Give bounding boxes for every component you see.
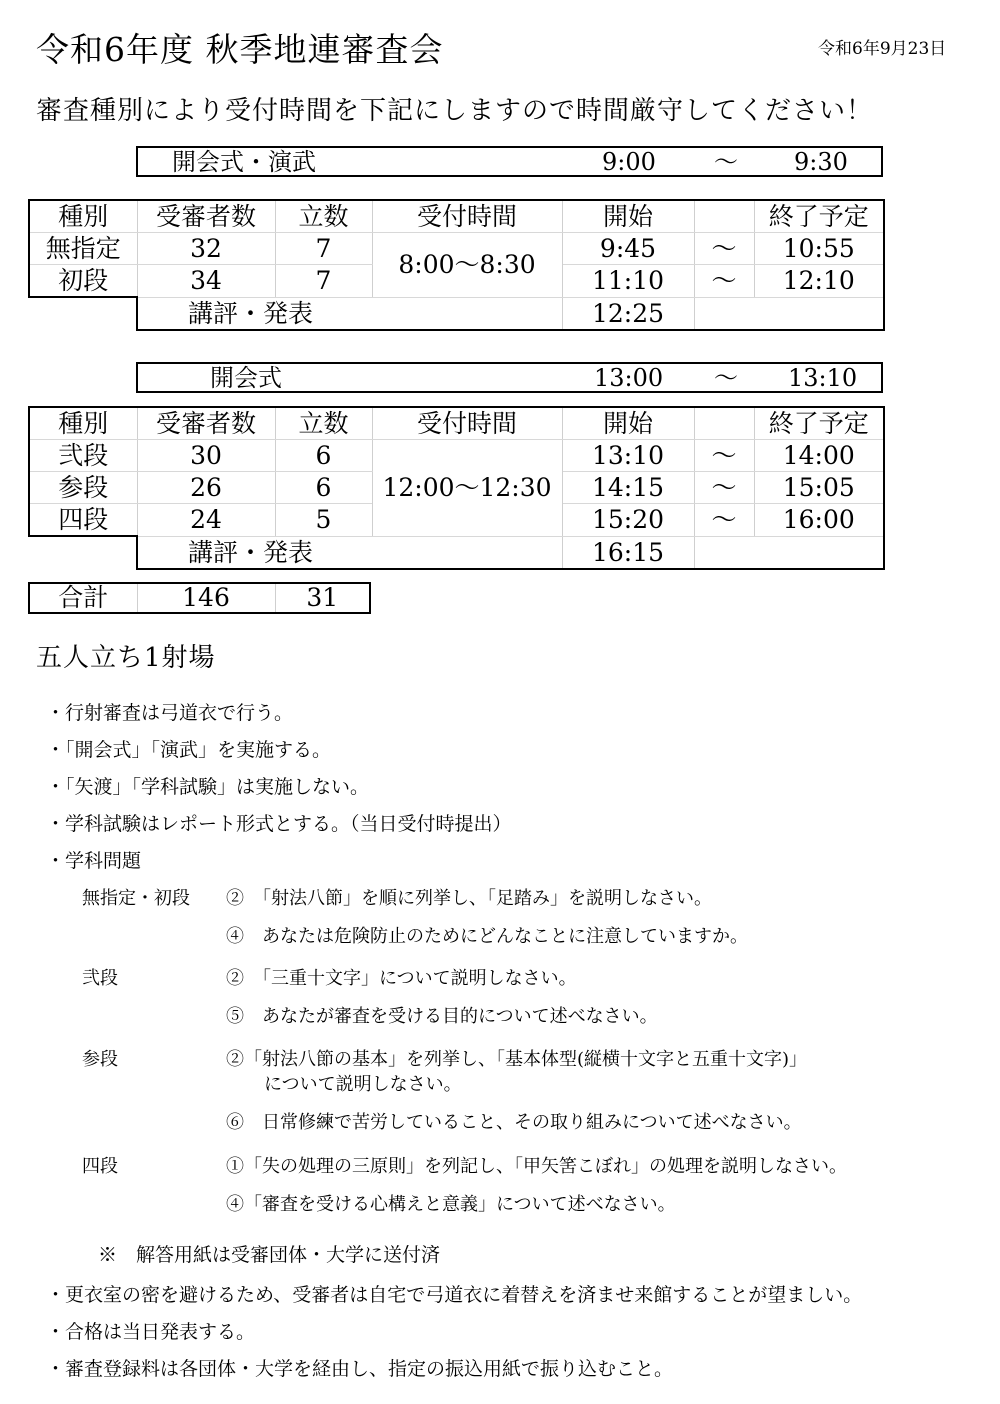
- row-tilde: 〜: [694, 440, 754, 472]
- morning-opening-bar: [136, 146, 883, 177]
- review-row: [29, 536, 884, 569]
- row-tachi: 6: [275, 440, 372, 472]
- question-item: ②「射法八節の基本」を列挙し、「基本体型(縦横十文字と五重十文字)」: [226, 1049, 808, 1070]
- row-tachi: 7: [275, 233, 372, 265]
- row-end: 15:05: [754, 472, 884, 504]
- morning-opening-end: 9:30: [794, 148, 848, 176]
- list-item: ・審査登録料は各団体・大学を経由し、指定の振込用紙で振り込むこと。: [46, 1358, 674, 1380]
- question-group-label: 参段: [82, 1049, 118, 1070]
- question-item: ④ あなたは危険防止のためにどんなことに注意していますか。: [226, 926, 748, 947]
- venue-heading: 五人立ち1射場: [36, 643, 216, 673]
- row-type: 四段: [29, 504, 137, 537]
- col-header-end: 終了予定: [754, 407, 884, 440]
- list-item: ・合格は当日発表する。: [46, 1321, 256, 1343]
- afternoon-opening-label: 開会式: [210, 364, 282, 392]
- list-item: ・行射審査は弓道衣で行う。: [46, 702, 294, 724]
- row-count: 34: [137, 265, 275, 298]
- col-header-start: 開始: [562, 200, 694, 233]
- col-header-tachi: 立数: [275, 407, 372, 440]
- col-header-blank: [694, 407, 754, 440]
- question-item: ⑤ あなたが審査を受ける目的について述べなさい。: [226, 1006, 658, 1027]
- question-item-continued: について説明しなさい。: [264, 1074, 462, 1095]
- question-item: ② 「射法八節」を順に列挙し、「足踏み」を説明しなさい。: [226, 888, 712, 909]
- col-header-end: 終了予定: [754, 200, 884, 233]
- page-title: 令和6年度 秋季地連審査会: [36, 30, 444, 69]
- row-count: 32: [137, 233, 275, 265]
- list-item: ・学科試験はレポート形式とする。（当日受付時提出）: [46, 813, 512, 835]
- question-group-label: 弐段: [82, 968, 118, 989]
- table-header-row: [29, 200, 884, 233]
- reception-time: 12:00〜12:30: [372, 440, 562, 537]
- col-header-count: 受審者数: [137, 407, 275, 440]
- question-item: ⑥ 日常修練で苦労していること、その取り組みについて述べなさい。: [226, 1112, 802, 1133]
- table-header-row: [29, 407, 884, 440]
- row-type: 無指定: [29, 233, 137, 265]
- reception-time: 8:00〜8:30: [372, 233, 562, 298]
- list-item: ・学科問題: [46, 850, 142, 872]
- question-item: ①「失の処理の三原則」を列記し、「甲矢筈こぼれ」の処理を説明しなさい。: [226, 1156, 847, 1177]
- list-item: ・「矢渡」「学科試験」は実施しない。: [46, 776, 370, 798]
- total-tachi: 31: [306, 583, 339, 612]
- afternoon-schedule-table: [28, 406, 885, 570]
- row-end: 16:00: [754, 504, 884, 537]
- review-row: [29, 297, 884, 330]
- afternoon-opening-start: 13:00: [594, 364, 664, 392]
- col-header-reception: 受付時間: [372, 200, 562, 233]
- row-end: 14:00: [754, 440, 884, 472]
- total-label: 合計: [29, 583, 137, 613]
- col-header-blank: [694, 200, 754, 233]
- morning-opening-label: 開会式・演武: [172, 148, 316, 176]
- review-time: 12:25: [562, 297, 694, 330]
- row-end: 10:55: [754, 233, 884, 265]
- row-tachi: 6: [275, 472, 372, 504]
- morning-opening-start: 9:00: [602, 148, 656, 176]
- col-header-count: 受審者数: [137, 200, 275, 233]
- col-header-reception: 受付時間: [372, 407, 562, 440]
- total-row: [29, 583, 370, 613]
- footnote: ※ 解答用紙は受審団体・大学に送付済: [98, 1244, 441, 1266]
- col-header-tachi: 立数: [275, 200, 372, 233]
- row-count: 30: [137, 440, 275, 472]
- row-count: 24: [137, 504, 275, 537]
- question-group-label: 無指定・初段: [82, 888, 190, 909]
- row-start: 15:20: [562, 504, 694, 537]
- row-tilde: 〜: [694, 265, 754, 298]
- list-item: ・「開会式」「演武」を実施する。: [46, 739, 332, 761]
- morning-opening-tilde: 〜: [714, 148, 738, 176]
- table-row: [29, 440, 884, 472]
- row-count: 26: [137, 472, 275, 504]
- review-label: 講評・発表: [137, 536, 562, 569]
- row-tilde: 〜: [694, 504, 754, 537]
- row-start: 14:15: [562, 472, 694, 504]
- row-tachi: 7: [275, 265, 372, 298]
- document-date: 令和6年9月23日: [818, 39, 947, 59]
- row-start: 13:10: [562, 440, 694, 472]
- col-header-type: 種別: [29, 200, 137, 233]
- question-item: ② 「三重十文字」について説明しなさい。: [226, 968, 577, 989]
- list-item: ・更衣室の密を避けるため、受審者は自宅で弓道衣に着替えを済ませ来館することが望ましい。: [46, 1284, 863, 1306]
- afternoon-opening-end: 13:10: [788, 364, 858, 392]
- row-type: 初段: [29, 265, 137, 298]
- table-row: [29, 233, 884, 265]
- morning-schedule-table: [28, 199, 885, 331]
- row-end: 12:10: [754, 265, 884, 298]
- afternoon-opening-tilde: 〜: [714, 364, 738, 392]
- total-table: [28, 582, 371, 614]
- col-header-start: 開始: [562, 407, 694, 440]
- row-start: 11:10: [562, 265, 694, 298]
- row-start: 9:45: [562, 233, 694, 265]
- row-tilde: 〜: [694, 233, 754, 265]
- col-header-type: 種別: [29, 407, 137, 440]
- row-tachi: 5: [275, 504, 372, 537]
- total-count: 146: [137, 583, 275, 613]
- review-time: 16:15: [562, 536, 694, 569]
- row-type: 弐段: [29, 440, 137, 472]
- row-type: 参段: [29, 472, 137, 504]
- question-group-label: 四段: [82, 1156, 118, 1177]
- afternoon-opening-bar: [136, 362, 883, 393]
- question-item: ④「審査を受ける心構えと意義」について述べなさい。: [226, 1194, 676, 1215]
- review-label: 講評・発表: [137, 297, 562, 330]
- row-tilde: 〜: [694, 472, 754, 504]
- notice-text: 審査種別により受付時間を下記にしますので時間厳守してください！: [36, 96, 874, 126]
